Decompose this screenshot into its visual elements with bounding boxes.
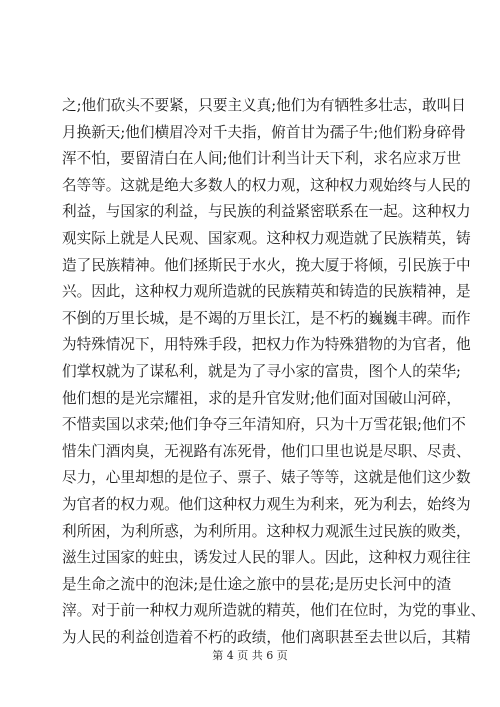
- text-line: 造了民族精神。他们拯斯民于水火，挽大厦于将倾，引民族于中: [62, 256, 471, 274]
- text-line: 之;他们砍头不要紧，只要主义真;他们为有牺牲多壮志，敢叫日: [62, 97, 466, 114]
- text-line: 名等等。这就是绝大多数人的权力观，这种权力观始终与人民的: [62, 176, 471, 194]
- body-text: [62, 93, 486, 651]
- page-number: 第 4 页 共 6 页: [212, 649, 288, 662]
- text-line: 们掌权就为了谋私利，就是为了寻小家的富贵，图个人的荣华;: [62, 362, 461, 380]
- text-line: 不倒的万里长城，是不竭的万里长江，是不朽的巍巍丰碑。而作: [62, 309, 471, 327]
- text-line: 他们想的是光宗耀祖，求的是升官发财;他们面对国破山河碎，: [62, 389, 461, 407]
- text-line: 兴。因此，这种权力观所造就的民族精英和铸造的民族精神，是: [62, 283, 471, 301]
- text-line: 利益，与国家的利益，与民族的利益紧密联系在一起。这种权力: [62, 203, 471, 221]
- text-line: 尽力，心里却想的是位子、票子、婊子等等，这就是他们这少数: [62, 469, 471, 487]
- text-line: 是生命之流中的泡沫;是仕途之旅中的昙花;是历史长河中的渣: [62, 575, 452, 593]
- text-line: 浑不怕，要留清白在人间;他们计利当计天下利，求名应求万世: [62, 150, 461, 168]
- text-line: 月换新天;他们横眉冷对千夫指，俯首甘为孺子牛;他们粉身碎骨: [62, 123, 466, 141]
- text-line: 为人民的利益创造着不朽的政绩，他们离职甚至去世以后，其精: [62, 628, 471, 646]
- text-line: 为官者的权力观。他们这种权力观生为利来，死为利去，始终为: [62, 495, 471, 513]
- text-line: 滋生过国家的蛀虫，诱发过人民的罪人。因此，这种权力观往往: [62, 549, 471, 567]
- text-line: 惜朱门酒肉臭，无视路有冻死骨，他们口里也说是尽职、尽责、: [62, 442, 471, 460]
- text-line: 为特殊情况下，用特殊手段，把权力作为特殊猎物的为官者，他: [62, 336, 471, 354]
- text-line: 观实际上就是人民观、国家观。这种权力观造就了民族精英，铸: [62, 229, 471, 247]
- text-line: 不惜卖国以求荣;他们争夺三年清知府，只为十万雪花银;他们不: [62, 416, 466, 434]
- page-footer: [0, 649, 500, 663]
- text-line: 滓。对于前一种权力观所造就的精英，他们在位时，为党的事业、: [62, 602, 486, 620]
- text-line: 利所困，为利所惑，为利所用。这种权力观派生过民族的败类，: [62, 522, 471, 540]
